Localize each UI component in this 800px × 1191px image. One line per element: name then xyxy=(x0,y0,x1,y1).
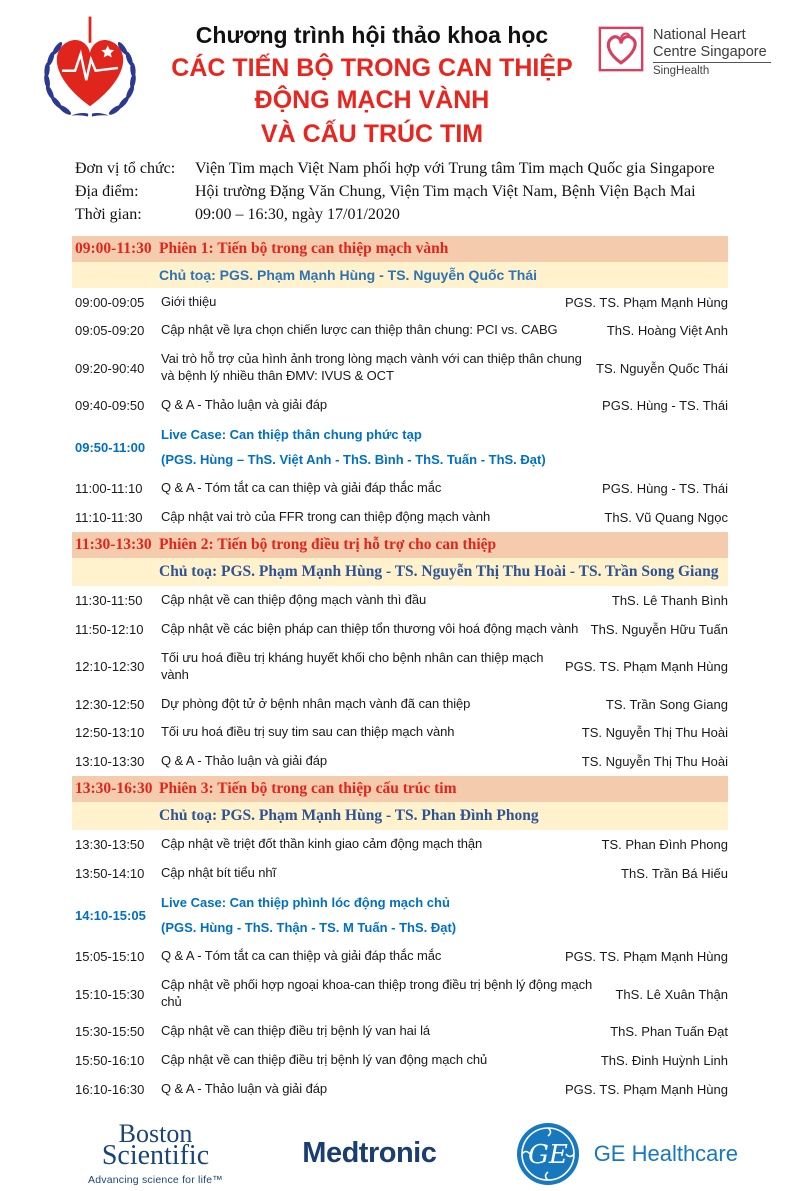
agenda-speaker: TS. Nguyễn Thị Thu Hoài xyxy=(581,754,728,770)
agenda-title: Cập nhật về lựa chọn chiến lược can thiệp thân chung: PCI vs. CABG xyxy=(161,322,558,338)
agenda-title: Vai trò hỗ trợ của hình ảnh trong lòng mạch vành với can thiệp thân chung và bệnh lý nhiều thân ĐMV: IVUS & OCT xyxy=(161,351,582,384)
live-case-lines xyxy=(161,895,728,935)
agenda-title: Q & A - Tóm tắt ca can thiệp và giải đáp thắc mắc xyxy=(161,480,442,496)
agenda-row xyxy=(72,1046,728,1075)
live-case-lines xyxy=(161,427,728,467)
session-chair-row: Chủ toạ: PGS. Phạm Mạnh Hùng - TS. Nguyễn Quốc Thái xyxy=(72,262,728,288)
agenda-row xyxy=(72,1075,728,1104)
agenda-title: Cập nhật về can thiệp động mạch vành thì đầu xyxy=(161,592,427,608)
session-time: 13:30-16:30 xyxy=(75,780,153,798)
info-value: Viện Tim mạch Việt Nam phối hợp với Trung tâm Tim mạch Quốc gia Singapore xyxy=(195,159,715,177)
agenda-time: 13:50-14:10 xyxy=(75,866,145,882)
agenda-row xyxy=(72,474,728,503)
agenda-time: 12:50-13:10 xyxy=(75,725,145,741)
agenda-title: Tối ưu hoá điều trị suy tim sau can thiệp mạch vành xyxy=(161,724,455,740)
agenda-time: 09:50-11:00 xyxy=(75,439,146,455)
page-title: Chương trình hội thảo khoa học xyxy=(195,22,549,48)
agenda-title: Cập nhật về phối hợp ngoại khoa-can thiệp trong điều trị bệnh lý động mạch chủ xyxy=(161,977,593,1009)
session-chair-row: Chủ toạ: PGS. Phạm Mạnh Hùng - TS. Nguyễn Thị Thu Hoài - TS. Trần Song Giang xyxy=(72,558,728,586)
agenda-time: 15:10-15:30 xyxy=(75,986,145,1002)
info-row-time xyxy=(75,206,800,224)
agenda-speaker: PGS. TS. Phạm Mạnh Hùng xyxy=(564,1081,728,1097)
agenda-row xyxy=(72,942,728,971)
nhcs-logo xyxy=(598,14,774,79)
info-label: Địa điểm: xyxy=(75,182,139,200)
agenda-time: 11:00-11:10 xyxy=(75,481,143,497)
agenda-row xyxy=(72,644,728,690)
info-block xyxy=(75,160,800,224)
session-title: Phiên 2: Tiến bộ trong điều trị hỗ trợ cho can thiệp xyxy=(159,536,497,554)
agenda-time: 15:30-15:50 xyxy=(75,1023,145,1039)
session-band xyxy=(72,532,728,558)
nhcs-heart-icon xyxy=(598,26,644,72)
agenda-speaker: ThS. Hoàng Việt Anh xyxy=(606,323,728,339)
agenda-title: Cập nhật vai trò của FFR trong can thiệp động mạch vành xyxy=(161,509,491,525)
agenda-speaker: TS. Nguyễn Thị Thu Hoài xyxy=(581,725,728,741)
agenda-row xyxy=(72,503,728,532)
agenda xyxy=(72,236,728,1104)
agenda-speaker: PGS. TS. Phạm Mạnh Hùng xyxy=(564,294,728,310)
agenda-speaker: ThS. Lê Xuân Thận xyxy=(615,986,728,1002)
agenda-row xyxy=(72,718,728,747)
live-case-operators: (PGS. Hùng - ThS. Thận - TS. M Tuấn - ThS. Đạt) xyxy=(161,919,457,935)
agenda-time: 11:10-11:30 xyxy=(75,510,143,526)
agenda-speaker: PGS. Hùng - TS. Thái xyxy=(602,481,728,497)
agenda-row xyxy=(72,690,728,719)
info-label: Đơn vị tổ chức: xyxy=(75,159,176,177)
agenda-title: Q & A - Thảo luận và giải đáp xyxy=(161,1080,327,1096)
agenda-speaker: PGS. TS. Phạm Mạnh Hùng xyxy=(564,949,728,965)
info-row-venue xyxy=(75,183,800,201)
agenda-speaker: TS. Nguyễn Quốc Thái xyxy=(596,360,728,376)
agenda-time: 12:10-12:30 xyxy=(75,659,145,675)
ge-monogram-icon xyxy=(516,1122,580,1186)
session-time: 09:00-11:30 xyxy=(75,239,152,257)
page-subtitle-line2: VÀ CẤU TRÚC TIM xyxy=(260,119,484,148)
session-time: 11:30-13:30 xyxy=(75,536,152,554)
agenda-time: 09:00-09:05 xyxy=(75,294,145,310)
agenda-time: 14:10-15:05 xyxy=(75,907,146,923)
agenda-title: Dự phòng đột tử ở bệnh nhân mạch vành đã can thiệp xyxy=(161,695,471,711)
info-value: 09:00 – 16:30, ngày 17/01/2020 xyxy=(195,205,400,223)
agenda-time: 11:50-12:10 xyxy=(75,621,144,637)
agenda-row xyxy=(72,391,728,420)
agenda-time: 11:30-11:50 xyxy=(75,592,143,608)
agenda-time: 13:10-13:30 xyxy=(75,754,145,770)
session-band xyxy=(72,776,728,802)
agenda-time: 09:20-90:40 xyxy=(75,360,145,376)
nhcs-text xyxy=(653,26,771,79)
agenda-time: 16:10-16:30 xyxy=(75,1081,145,1097)
info-row-organizer xyxy=(75,160,800,178)
session-title: Phiên 1: Tiến bộ trong can thiệp mạch vành xyxy=(159,239,449,257)
agenda-title: Cập nhật về các biện pháp can thiệp tổn thương vôi hoá động mạch vành xyxy=(161,620,579,636)
agenda-time: 15:50-16:10 xyxy=(75,1052,145,1068)
agenda-title: Cập nhật bít tiểu nhĩ xyxy=(161,865,276,881)
agenda-speaker: ThS. Vũ Quang Ngọc xyxy=(604,510,728,526)
agenda-speaker: ThS. Nguyễn Hữu Tuấn xyxy=(590,621,728,637)
header-titles xyxy=(146,14,598,150)
agenda-speaker: ThS. Phan Tuấn Đạt xyxy=(610,1023,728,1039)
svg-text:GE: GE xyxy=(527,1139,568,1170)
sponsor-footer xyxy=(88,1118,738,1186)
agenda-time: 09:40-09:50 xyxy=(75,398,145,414)
nhcs-divider xyxy=(653,62,771,63)
agenda-row xyxy=(72,1017,728,1046)
live-case-operators: (PGS. Hùng – ThS. Việt Anh - ThS. Bình - ThS. Tuấn - ThS. Đạt) xyxy=(161,451,546,467)
agenda-speaker: PGS. TS. Phạm Mạnh Hùng xyxy=(564,659,728,675)
vietnam-heart-institute-logo-icon xyxy=(34,14,146,120)
agenda-time: 13:30-13:50 xyxy=(75,837,145,853)
agenda-title: Q & A - Thảo luận và giải đáp xyxy=(161,397,327,413)
agenda-title: Giới thiệu xyxy=(161,293,217,309)
nhcs-line1: National Heart xyxy=(653,27,746,43)
live-case-title: Live Case: Can thiệp thân chung phức tạp xyxy=(161,427,422,443)
agenda-row xyxy=(72,316,728,345)
agenda-title: Q & A - Thảo luận và giải đáp xyxy=(161,753,327,769)
header xyxy=(0,0,800,150)
agenda-row xyxy=(72,615,728,644)
boston-line2: Scientific xyxy=(101,1140,210,1172)
agenda-title: Q & A - Tóm tắt ca can thiệp và giải đáp thắc mắc xyxy=(161,948,442,964)
boston-line1: Boston xyxy=(118,1118,193,1148)
live-case-row xyxy=(72,888,728,942)
boston-scientific-logo xyxy=(88,1118,223,1186)
session-chair-row: Chủ toạ: PGS. Phạm Mạnh Hùng - TS. Phan Đình Phong xyxy=(72,802,728,830)
ge-healthcare-logo xyxy=(516,1122,738,1186)
agenda-title: Cập nhật về can thiệp điều trị bệnh lý van hai lá xyxy=(161,1022,431,1038)
agenda-speaker: ThS. Lê Thanh Bình xyxy=(611,592,728,608)
agenda-row xyxy=(72,288,728,317)
agenda-title: Tối ưu hoá điều trị kháng huyết khối cho bệnh nhân can thiệp mạch vành xyxy=(161,649,544,682)
agenda-row xyxy=(72,747,728,776)
boston-tagline: Advancing science for life™ xyxy=(88,1173,223,1186)
agenda-time: 15:05-15:10 xyxy=(75,949,145,965)
agenda-time: 12:30-12:50 xyxy=(75,696,145,712)
agenda-speaker: ThS. Trần Bá Hiếu xyxy=(621,866,728,882)
info-label: Thời gian: xyxy=(75,205,142,223)
agenda-row xyxy=(72,830,728,859)
session-title: Phiên 3: Tiến bộ trong can thiệp cấu trúc tim xyxy=(159,780,457,798)
ge-healthcare-text: GE Healthcare xyxy=(593,1140,738,1166)
agenda-row xyxy=(72,971,728,1017)
agenda-row xyxy=(72,345,728,391)
agenda-row xyxy=(72,586,728,615)
session-band xyxy=(72,236,728,262)
agenda-title: Cập nhật về triệt đốt thần kinh giao cảm động mạch thận xyxy=(161,836,483,852)
nhcs-singhealth: SingHealth xyxy=(653,65,710,78)
page-subtitle-line1: CÁC TIẾN BỘ TRONG CAN THIỆP ĐỘNG MẠCH VÀNH xyxy=(171,53,573,114)
medtronic-logo: Medtronic xyxy=(302,1137,437,1170)
agenda-row xyxy=(72,859,728,888)
live-case-row xyxy=(72,420,728,474)
agenda-title: Cập nhật về can thiệp điều trị bệnh lý van động mạch chủ xyxy=(161,1051,488,1067)
agenda-time: 09:05-09:20 xyxy=(75,323,145,339)
info-value: Hội trường Đặng Văn Chung, Viện Tim mạch Việt Nam, Bệnh Viện Bạch Mai xyxy=(195,182,696,200)
agenda-speaker: ThS. Đinh Huỳnh Linh xyxy=(600,1052,728,1068)
nhcs-line2: Centre Singapore xyxy=(653,43,767,60)
agenda-speaker: TS. Trần Song Giang xyxy=(605,696,728,712)
live-case-title: Live Case: Can thiệp phình lóc động mạch chủ xyxy=(161,895,450,911)
agenda-speaker: PGS. Hùng - TS. Thái xyxy=(602,398,728,414)
agenda-speaker: TS. Phan Đình Phong xyxy=(601,837,728,853)
